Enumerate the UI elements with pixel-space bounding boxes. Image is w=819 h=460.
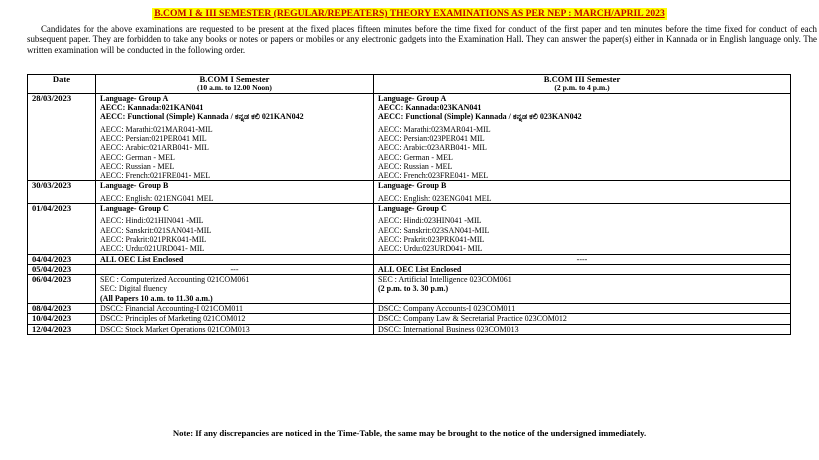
group-label: Language- Group A [378,93,447,103]
aecc-line: AECC: Marathi:023MAR041-MIL [378,124,491,134]
group-label: Language- Group A [100,93,169,103]
table-header-row [28,75,791,94]
table-row [28,304,791,314]
sem1-cell [96,93,374,181]
aecc-line: AECC: Marathi:021MAR041-MIL [100,124,213,134]
sem3-cell [374,93,791,181]
header-sem3-time: (2 p.m. to 4 p.m.) [554,83,610,93]
sem3-cell: DSCC: Company Accounts-I 023COM011 [374,304,791,314]
sem1-cell: DSCC: Financial Accounting-I 021COM011 [96,304,374,314]
sem3-cell: ALL OEC List Enclosed [374,264,791,274]
row-date: 08/04/2023 [28,304,96,314]
sem1-cell: DSCC: Principles of Marketing 021COM012 [96,314,374,324]
sem1-cell: --- [96,264,374,274]
row-date: 04/04/2023 [28,254,96,264]
header-sem1-time: (10 a.m. to 12.00 Noon) [197,83,272,93]
sec-line: SEC: Digital fluency [100,284,168,294]
row-date: 10/04/2023 [28,314,96,324]
aecc-line: AECC: Persian:021PER041 MIL [100,133,207,143]
aecc-line: AECC: Persian:023PER041 MIL [378,133,485,143]
aecc-line: AECC: Arabic:021ARB041- MIL [100,143,209,153]
time-note: (All Papers 10 a.m. to 11.30 a.m.) [100,293,213,303]
aecc-line: AECC: Arabic:023ARB041- MIL [378,143,487,153]
aecc-line: AECC: English: 021ENG041 MEL [100,193,214,203]
aecc-line: AECC: Russian - MEL [378,161,453,171]
aecc-line: AECC: Kannada:023KAN041 [378,103,482,113]
timetable-table [27,74,791,335]
table-row [28,275,791,304]
aecc-line: AECC: French:021FRE041- MEL [100,171,211,181]
aecc-line: AECC: English: 023ENG041 MEL [378,193,492,203]
aecc-line: AECC: Kannada:021KAN041 [100,103,204,113]
group-label: Language- Group C [378,204,447,214]
row-date: 05/04/2023 [28,264,96,274]
sem1-cell [96,275,374,304]
sec-line: SEC : Computerized Accounting 021COM061 [100,275,250,285]
sem3-cell: ---- [374,254,791,264]
intro-text: Candidates for the above examinations are requested to be present at the fixed places fifteen minutes before the time fixed for conduct of the first paper and ten minutes before the time fixed for conduct of each subsequent paper. They are forbidden to take any books or notes or papers or mobiles or any electronic gadgets into the Examination Hall. They can answer the paper(s) either in Kannada or in English language only. The written examination will be conducted in the following order. [27,24,817,55]
row-date: 30/03/2023 [28,181,96,204]
sem1-cell [96,181,374,204]
aecc-line: AECC: German - MEL [100,152,175,162]
aecc-line: AECC: Functional (Simple) Kannada / ಕನ್ನಡ ಕಲಿ 021KAN042 [100,112,304,122]
table-row [28,264,791,274]
footer-note: Note: If any discrepancies are noticed in the Time-Table, the same may be brought to the notice of the undersigned immediately. [172,428,647,438]
group-label: Language- Group C [100,204,169,214]
aecc-line: AECC: Urdu:021URD041- MIL [100,244,205,254]
row-date: 01/04/2023 [28,204,96,254]
sem3-cell [374,181,791,204]
header-sem3 [374,75,791,94]
header-sem1-title: B.COM I Semester [199,74,270,84]
sem1-cell: ALL OEC List Enclosed [96,254,374,264]
table-row [28,181,791,204]
aecc-line: AECC: Sanskrit:021SAN041-MIL [100,225,212,235]
page-title: B.COM I & III SEMESTER (REGULAR/REPEATERS) THEORY EXAMINATIONS AS PER NEP : MARCH/APRIL 2023 [154,8,665,19]
group-label: Language- Group B [378,181,447,191]
sem3-cell [374,275,791,304]
sem1-cell [96,204,374,254]
sec-line: SEC : Artificial Intelligence 023COM061 [378,275,512,285]
sem1-cell: DSCC: Stock Market Operations 021COM013 [96,324,374,334]
aecc-line: AECC: Hindi:021HIN041 -MIL [100,216,204,226]
aecc-line: AECC: German - MEL [378,152,453,162]
aecc-line: AECC: Prakrit:021PRK041-MIL [100,234,207,244]
aecc-line: AECC: Prakrit:023PRK041-MIL [378,234,485,244]
table-row [28,204,791,254]
header-date: Date [28,75,96,94]
aecc-line: AECC: Sanskrit:023SAN041-MIL [378,225,490,235]
sem3-cell: DSCC: International Business 023COM013 [374,324,791,334]
title-wrap [0,3,819,21]
table-row [28,93,791,181]
row-date: 28/03/2023 [28,93,96,181]
aecc-line: AECC: Urdu:023URD041- MIL [378,244,483,254]
group-label: Language- Group B [100,181,169,191]
time-note: (2 p.m. to 3. 30 p.m.) [378,284,449,294]
sem3-cell [374,204,791,254]
sem3-cell: DSCC: Company Law & Secretarial Practice 023COM012 [374,314,791,324]
intro-paragraph [27,24,817,55]
row-date: 06/04/2023 [28,275,96,304]
table-row [28,254,791,264]
row-date: 12/04/2023 [28,324,96,334]
header-sem1 [96,75,374,94]
aecc-line: AECC: Functional (Simple) Kannada / ಕನ್ನಡ ಕಲಿ 023KAN042 [378,112,582,122]
table-row [28,314,791,324]
aecc-line: AECC: Russian - MEL [100,161,175,171]
header-sem3-title: B.COM III Semester [543,74,621,84]
table-row [28,324,791,334]
aecc-line: AECC: French:023FRE041- MEL [378,171,489,181]
aecc-line: AECC: Hindi:023HIN041 -MIL [378,216,482,226]
